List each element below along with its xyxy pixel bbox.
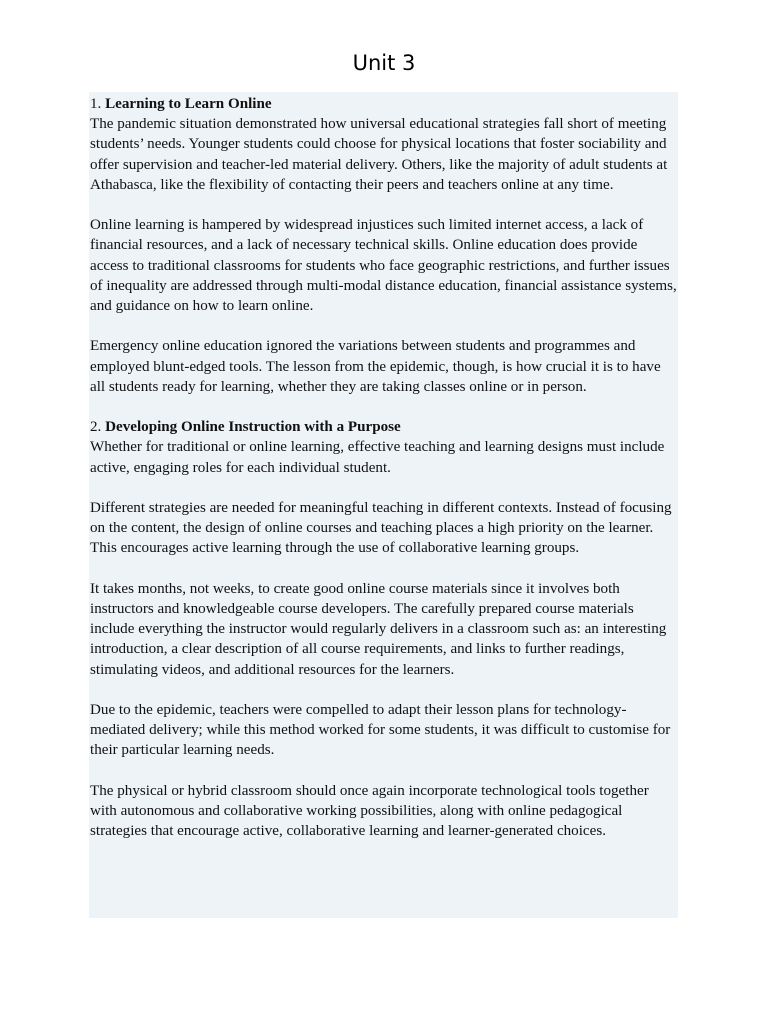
section-2 [90, 417, 677, 841]
page-title: Unit 3 [352, 51, 416, 75]
paragraph: It takes months, not weeks, to create good online course materials since it involves both instructors and knowledgeable course developers. The carefully prepared course materials include everything the instructor would regularly delivers in a classroom such as: an interesting introduction, a clear description of all course requirements, and links to further readings, stimulating videos, and additional resources for the learners. [90, 580, 667, 678]
document-body [89, 92, 678, 918]
section-number: 2. [90, 419, 102, 436]
section-heading [90, 417, 677, 437]
paragraph: Whether for traditional or online learning, effective teaching and learning designs must include active, engaging roles for each individual student. [90, 439, 665, 476]
paragraph: Different strategies are needed for meaningful teaching in different contexts. Instead of focusing on the content, the design of online courses and teaching places a high priority on the learner. This encourages active learning through the use of collaborative learning groups. [90, 500, 672, 557]
section-number: 1. [90, 96, 102, 112]
paragraph: The pandemic situation demonstrated how universal educational strategies fall short of meeting students’ needs. Younger students could choose for physical locations that foster sociability and offer supervision and teacher-led material delivery. Others, like the majority of adult students at Athabasca, like the flexibility of contacting their peers and teachers online at any time. [90, 116, 668, 193]
paragraph: Due to the epidemic, teachers were compelled to adapt their lesson plans for technology-mediated delivery; while this method worked for some students, it was difficult to customise for their particular learning needs. [90, 702, 671, 759]
paragraph: The physical or hybrid classroom should once again incorporate technological tools together with autonomous and collaborative working possibilities, along with online pedagogical strategies that encourage active, collaborative learning and learner-generated choices. [90, 782, 649, 840]
section-heading [90, 94, 677, 114]
section-title: Learning to Learn Online [105, 96, 272, 112]
section-1 [90, 94, 677, 397]
section-title: Developing Online Instruction with a Purpose [105, 419, 401, 436]
paragraph: Emergency online education ignored the variations between students and programmes and employed blunt-edged tools. The lesson from the epidemic, though, is how crucial it is to have all students ready for learning, whether they are taking classes online or in person. [90, 338, 661, 395]
paragraph: Online learning is hampered by widespread injustices such limited internet access, a lack of financial resources, and a lack of necessary technical skills. Online education does provide access to traditional classrooms for students who face geographic restrictions, and further issues of inequality are addressed through multi-modal distance education, financial assistance systems, and guidance on how to learn online. [90, 217, 677, 315]
